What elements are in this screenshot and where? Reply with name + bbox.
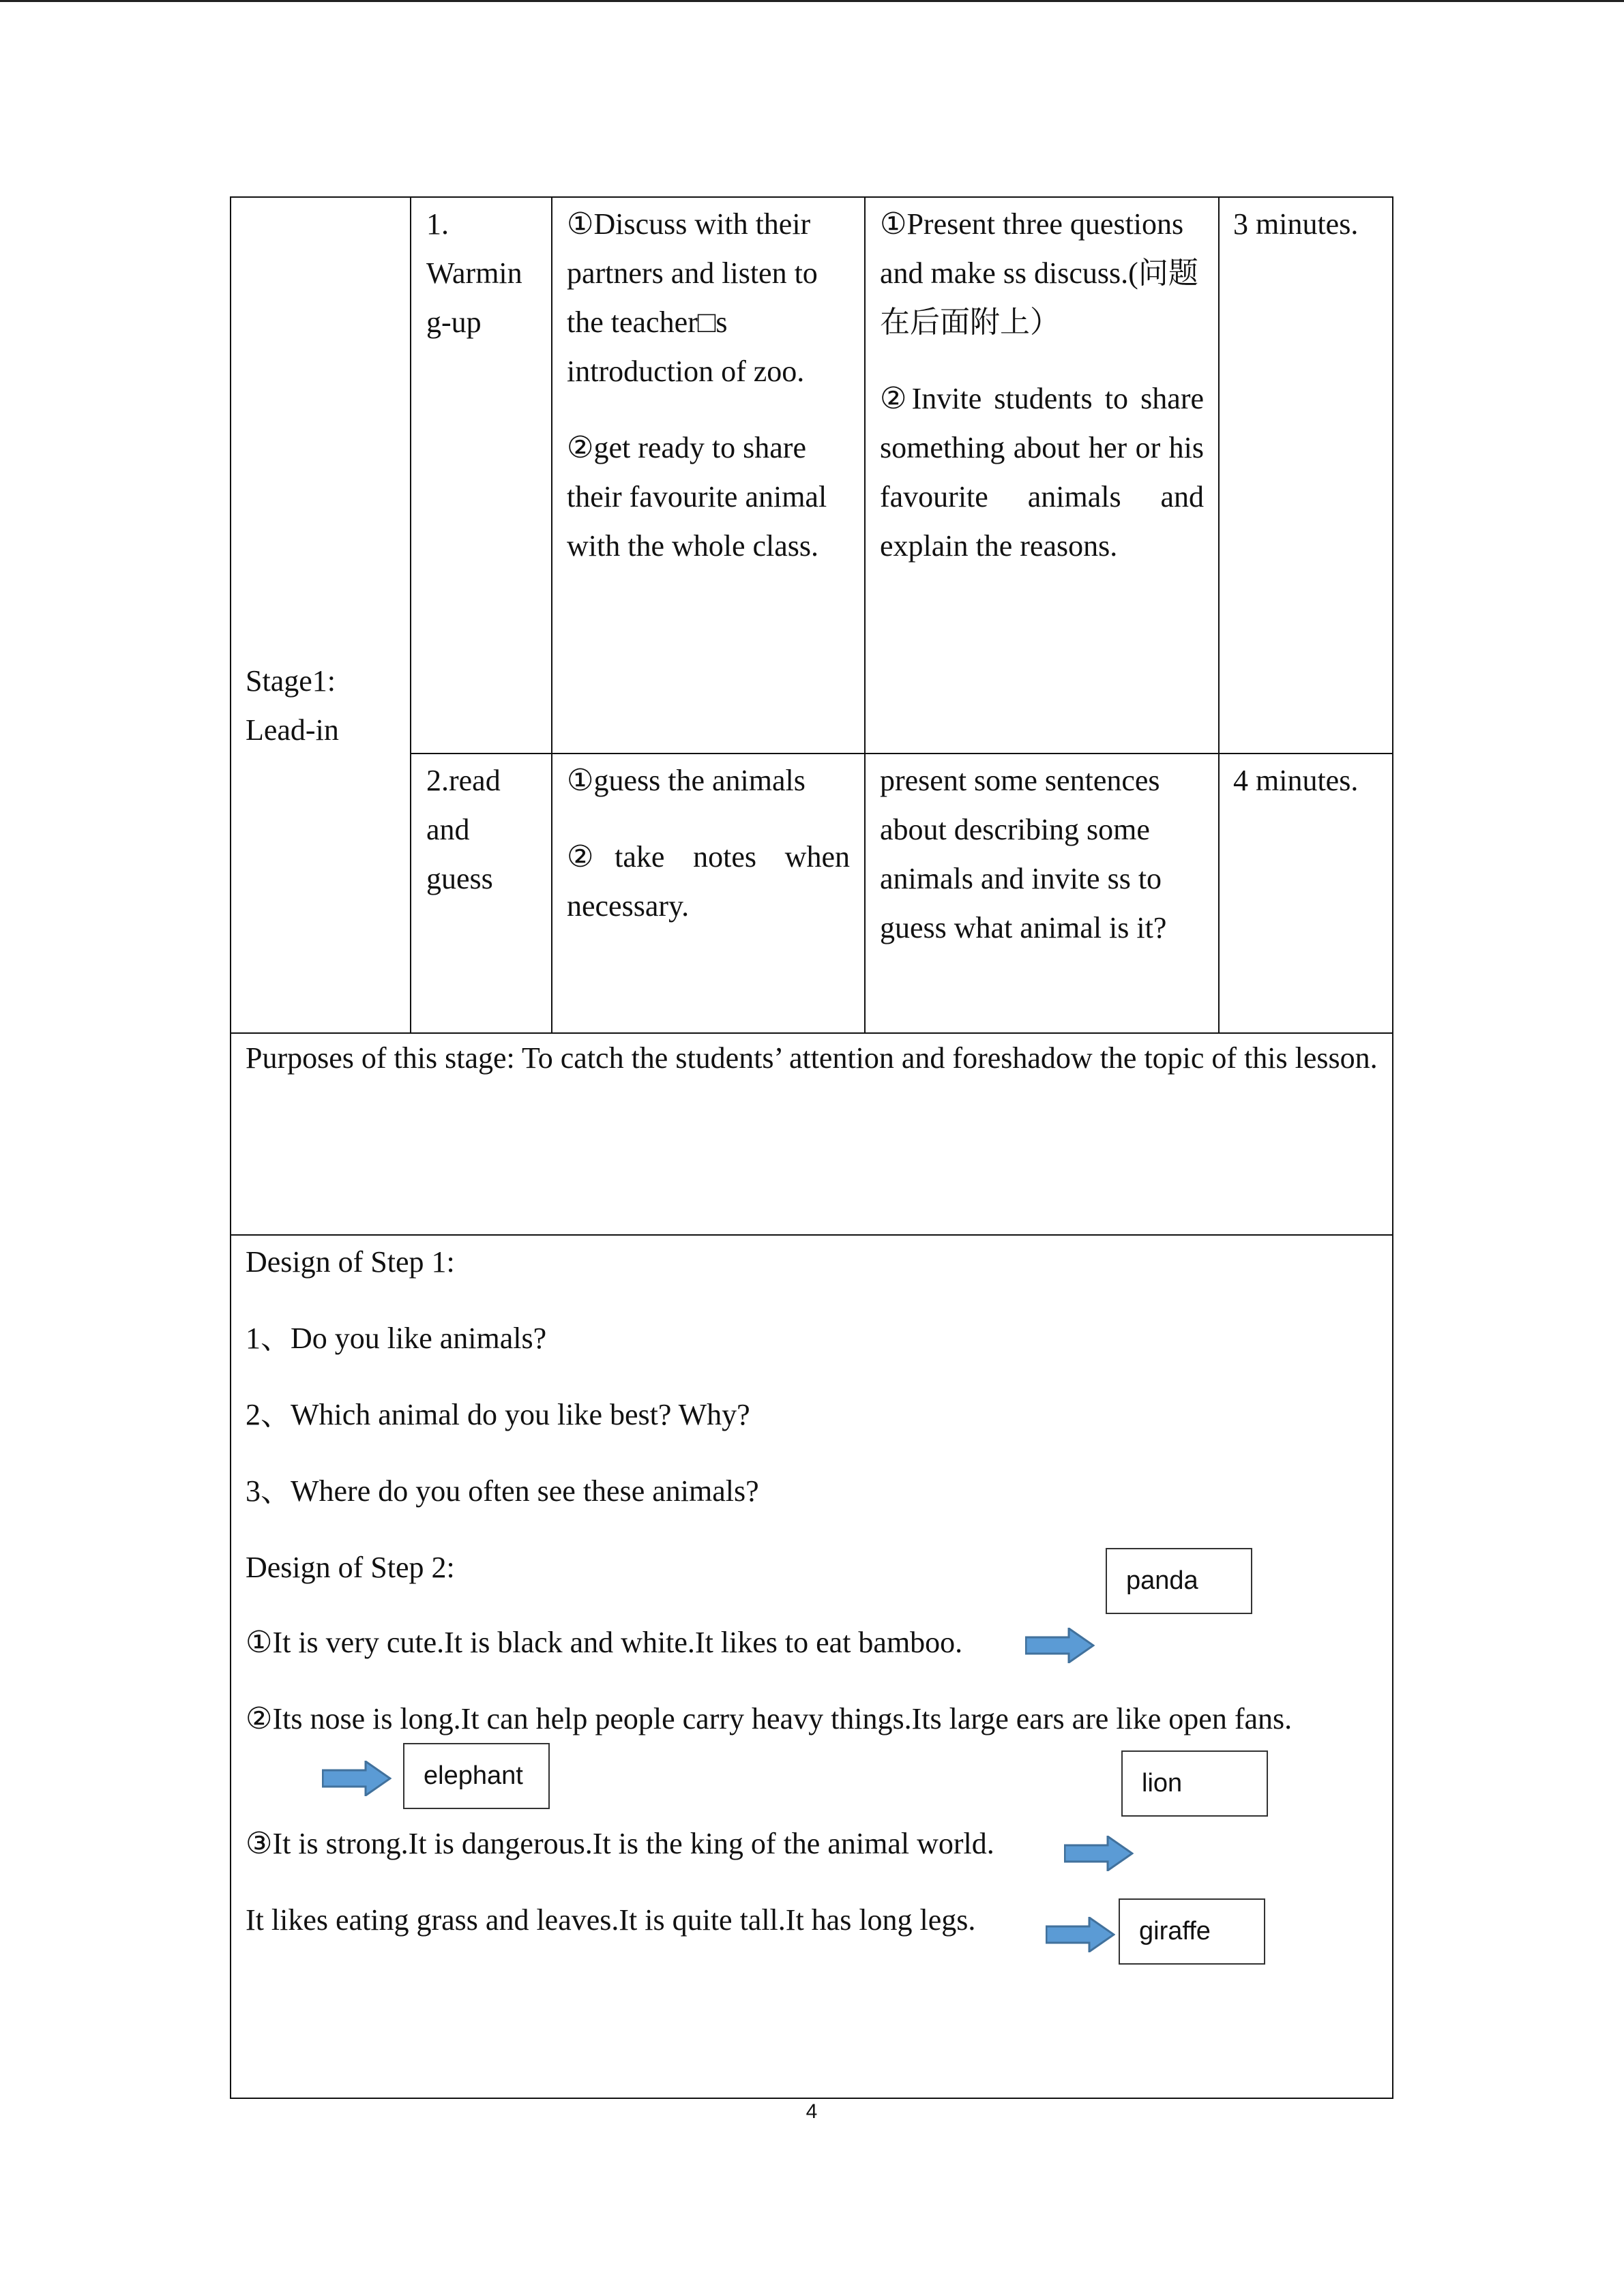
page-top-border — [0, 0, 1624, 2]
question-item: 1、Do you like animals? — [246, 1322, 547, 1355]
answer-box: panda — [1106, 1548, 1252, 1614]
question-item: 3、Where do you often see these animals? — [246, 1474, 759, 1508]
time-allotted: 4 minutes. — [1233, 764, 1359, 797]
table-border-bottom — [230, 2098, 1393, 2099]
section-divider — [230, 1234, 1393, 1236]
time-allotted: 3 minutes. — [1233, 207, 1359, 241]
design-step2-title: Design of Step 2: — [246, 1551, 455, 1584]
table-border-right — [1392, 196, 1393, 2099]
right-arrow-icon — [1046, 1917, 1115, 1952]
activity-item: present some sentences about describing some animals and invite ss to guess what animal is it? — [880, 764, 1167, 944]
column-divider — [551, 196, 552, 1033]
clue-text: ①It is very cute.It is black and white.It likes to eat bamboo. — [246, 1626, 963, 1659]
activity-item: ①guess the animals — [567, 764, 806, 797]
design-step1-title: Design of Step 1: — [246, 1245, 455, 1279]
page-number: 4 — [806, 2100, 818, 2123]
question-item: 2、Which animal do you like best? Why? — [246, 1398, 750, 1431]
activity-item: ②get ready to share their favourite animal with the whole class. — [567, 431, 827, 563]
row-divider — [411, 753, 1393, 754]
activity-item: ①Discuss with their partners and listen to the teacher□s introduction of zoo. — [567, 207, 818, 388]
student-activity — [567, 756, 850, 931]
right-arrow-icon — [1064, 1836, 1134, 1871]
activity-item: ②take notes when necessary. — [567, 840, 850, 923]
student-activity — [567, 200, 857, 571]
teacher-activity — [880, 756, 1197, 953]
teacher-activity — [880, 200, 1204, 571]
column-divider — [410, 196, 411, 1033]
step-name: 2.read and guess — [426, 764, 501, 895]
table-border-left — [230, 196, 231, 2099]
stage-purpose: Purposes of this stage: To catch the students’ attention and foreshadow the topic of this lesson. — [246, 1041, 1378, 1075]
column-divider — [864, 196, 866, 1033]
answer-box: elephant — [403, 1743, 550, 1809]
activity-item: ①Present three questions and make ss discuss.(问题在后面附上） — [880, 207, 1198, 339]
clue-text: ③It is strong.It is dangerous.It is the king of the animal world. — [246, 1827, 994, 1860]
stage-label: Stage1: Lead-in — [246, 664, 339, 747]
step-name: 1. Warmin g-up — [426, 207, 522, 339]
clue-text: ②Its nose is long.It can help people carry heavy things.Its large ears are like open fans. — [246, 1702, 1293, 1735]
activity-item: ②Invite students to share something about her or his favourite animals and explain the reasons. — [880, 382, 1204, 563]
right-arrow-icon — [322, 1761, 392, 1796]
clue-text: It likes eating grass and leaves.It is quite tall.It has long legs. — [246, 1903, 976, 1937]
answer-box: giraffe — [1119, 1898, 1265, 1965]
answer-box: lion — [1121, 1750, 1268, 1817]
column-divider — [1218, 196, 1220, 1033]
right-arrow-icon — [1025, 1628, 1095, 1663]
